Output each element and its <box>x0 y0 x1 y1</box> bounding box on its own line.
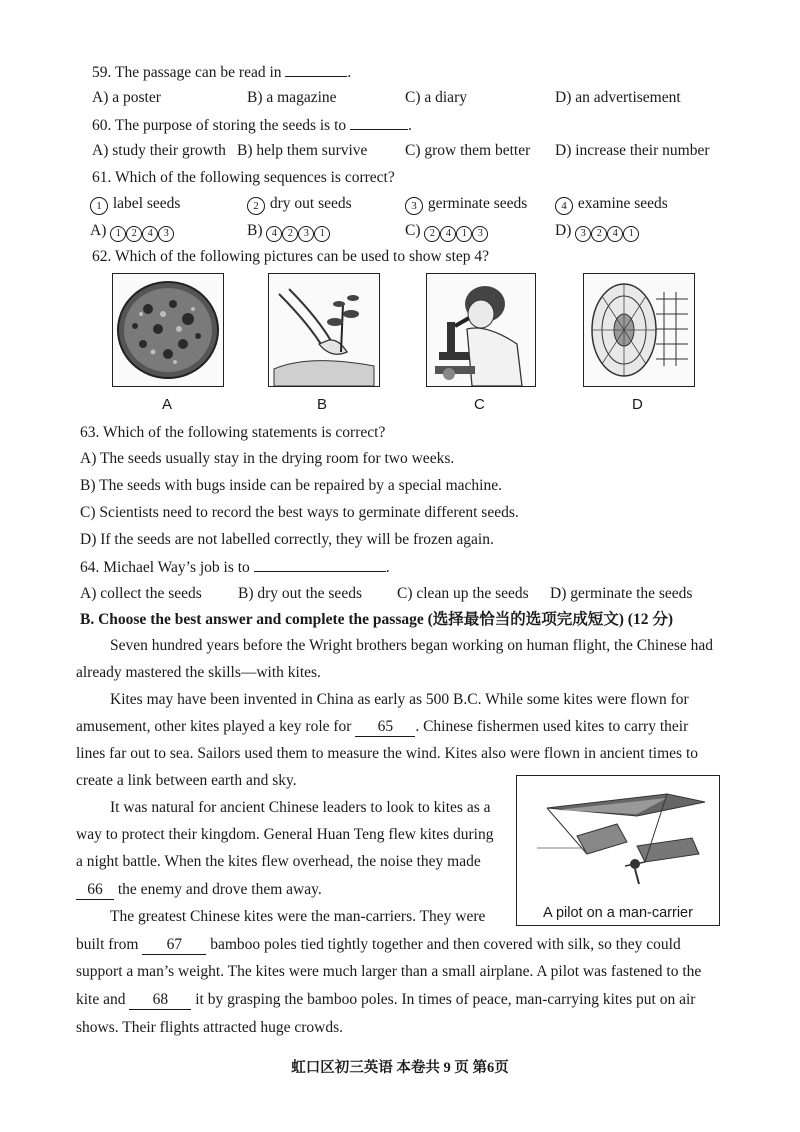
picture-label-a: A <box>162 396 173 413</box>
circled-number: 2 <box>247 197 265 215</box>
passage-p3-line1: It was natural for ancient Chinese leaders to look to kites as a <box>110 799 491 816</box>
blank-67: 67 <box>142 936 206 955</box>
circled-number: 2 <box>424 226 440 242</box>
q61-option-d: D) 3 2 4 1 <box>555 221 639 242</box>
picture-b-planting-hands <box>268 273 380 387</box>
passage-p3-line4: 66 the enemy and drove them away. <box>76 880 322 900</box>
picture-c-microscope <box>426 273 536 387</box>
section-b-heading: B. Choose the best answer and complete the passage (选择最恰当的选项完成短文) (12 分) <box>80 611 673 628</box>
circled-number: 3 <box>298 226 314 242</box>
question-61-stem: 61. Which of the following sequences is correct? <box>92 169 395 186</box>
q63-option-c: C) Scientists need to record the best ways to germinate different seeds. <box>80 504 519 521</box>
q60-option-a: A) study their growth <box>92 142 226 159</box>
passage-p3-line3: a night battle. When the kites flew overhead, the noise they made <box>76 853 481 870</box>
passage-p4-line3: support a man’s weight. The kites were much larger than a small airplane. A pilot was fastened to the <box>76 963 702 980</box>
circled-number: 1 <box>456 226 472 242</box>
blank-68: 68 <box>129 991 191 1010</box>
q61-step-2: 2 dry out seeds <box>247 194 352 215</box>
q64-option-a: A) collect the seeds <box>80 585 202 602</box>
q61-option-b: B) 4 2 3 1 <box>247 221 330 242</box>
answer-blank <box>350 115 408 130</box>
circled-number: 2 <box>591 226 607 242</box>
picture-d-storage-drum <box>583 273 695 387</box>
circled-number: 3 <box>472 226 488 242</box>
picture-label-c: C <box>474 396 485 413</box>
passage-p4-line1: The greatest Chinese kites were the man-carriers. They were <box>110 908 486 925</box>
circled-number: 4 <box>266 226 282 242</box>
man-carrier-kite-illustration <box>517 776 719 896</box>
question-63-stem: 63. Which of the following statements is correct? <box>80 424 386 441</box>
circled-number: 1 <box>90 197 108 215</box>
q60-option-d: D) increase their number <box>555 142 710 159</box>
q61-option-c: C) 2 4 1 3 <box>405 221 488 242</box>
picture-label-b: B <box>317 396 328 413</box>
picture-label-d: D <box>632 396 643 413</box>
question-64-stem: 64. Michael Way’s job is to . <box>80 559 390 576</box>
passage-p2-line1: Kites may have been invented in China as early as 500 B.C. While some kites were flown for <box>110 691 689 708</box>
q59-option-b: B) a magazine <box>247 89 337 106</box>
q63-option-a: A) The seeds usually stay in the drying room for two weeks. <box>80 450 455 467</box>
q64-option-d: D) germinate the seeds <box>550 585 693 602</box>
question-59-stem: 59. The passage can be read in . <box>92 64 352 81</box>
circled-number: 1 <box>110 226 126 242</box>
circled-number: 1 <box>623 226 639 242</box>
circled-number: 3 <box>158 226 174 242</box>
question-60-stem: 60. The purpose of storing the seeds is to . <box>92 117 412 134</box>
q61-step-4: 4 examine seeds <box>555 194 668 215</box>
circled-number: 4 <box>555 197 573 215</box>
circled-number: 4 <box>440 226 456 242</box>
q61-step-1: 1 label seeds <box>90 194 180 215</box>
q64-option-c: C) clean up the seeds <box>397 585 529 602</box>
q63-option-b: B) The seeds with bugs inside can be repaired by a special machine. <box>80 477 502 494</box>
passage-p4-line5: shows. Their flights attracted huge crowds. <box>76 1019 344 1036</box>
q59-option-d: D) an advertisement <box>555 89 681 106</box>
q64-option-b: B) dry out the seeds <box>238 585 362 602</box>
q61-option-a: A) 1 2 4 3 <box>90 221 174 242</box>
figure-caption: A pilot on a man-carrier <box>543 905 693 921</box>
circled-number: 1 <box>314 226 330 242</box>
q59-option-c: C) a diary <box>405 89 467 106</box>
answer-blank <box>254 557 386 572</box>
passage-p4-line2: built from 67 bamboo poles tied tightly together and then covered with silk, so they could <box>76 936 681 953</box>
q63-option-d: D) If the seeds are not labelled correctly, they will be frozen again. <box>80 531 494 548</box>
circled-number: 4 <box>607 226 623 242</box>
page-footer: 虹口区初三英语 本卷共 9 页 第6页 <box>291 1060 509 1076</box>
kite-figure <box>516 775 720 926</box>
passage-p2-line3: lines far out to sea. Sailors used them to measure the wind. Kites also were flown in ancient times to <box>76 745 699 762</box>
passage-p3-line2: way to protect their kingdom. General Huan Teng flew kites during <box>76 826 494 843</box>
passage-p4-line4: kite and 68 it by grasping the bamboo poles. In times of peace, man-carrying kites put on air <box>76 991 696 1008</box>
passage-p2-line4: create a link between earth and sky. <box>76 772 297 789</box>
circled-number: 3 <box>405 197 423 215</box>
q60-option-b: B) help them survive <box>237 142 368 159</box>
q59-option-a: A) a poster <box>92 89 161 106</box>
answer-blank <box>285 62 347 77</box>
blank-66: 66 <box>76 881 114 900</box>
picture-a-seed-dish <box>112 273 224 387</box>
passage-p2-line2: amusement, other kites played a key role for 65 . Chinese fishermen used kites to carry their <box>76 718 689 735</box>
passage-p1-line1: Seven hundred years before the Wright brothers began working on human flight, the Chinese had <box>110 637 714 654</box>
circled-number: 3 <box>575 226 591 242</box>
circled-number: 4 <box>142 226 158 242</box>
q60-option-c: C) grow them better <box>405 142 531 159</box>
blank-65: 65 <box>355 718 415 737</box>
q61-step-3: 3 germinate seeds <box>405 194 527 215</box>
circled-number: 2 <box>282 226 298 242</box>
question-62-stem: 62. Which of the following pictures can be used to show step 4? <box>92 248 490 265</box>
circled-number: 2 <box>126 226 142 242</box>
passage-p1-line2: already mastered the skills—with kites. <box>76 664 321 681</box>
